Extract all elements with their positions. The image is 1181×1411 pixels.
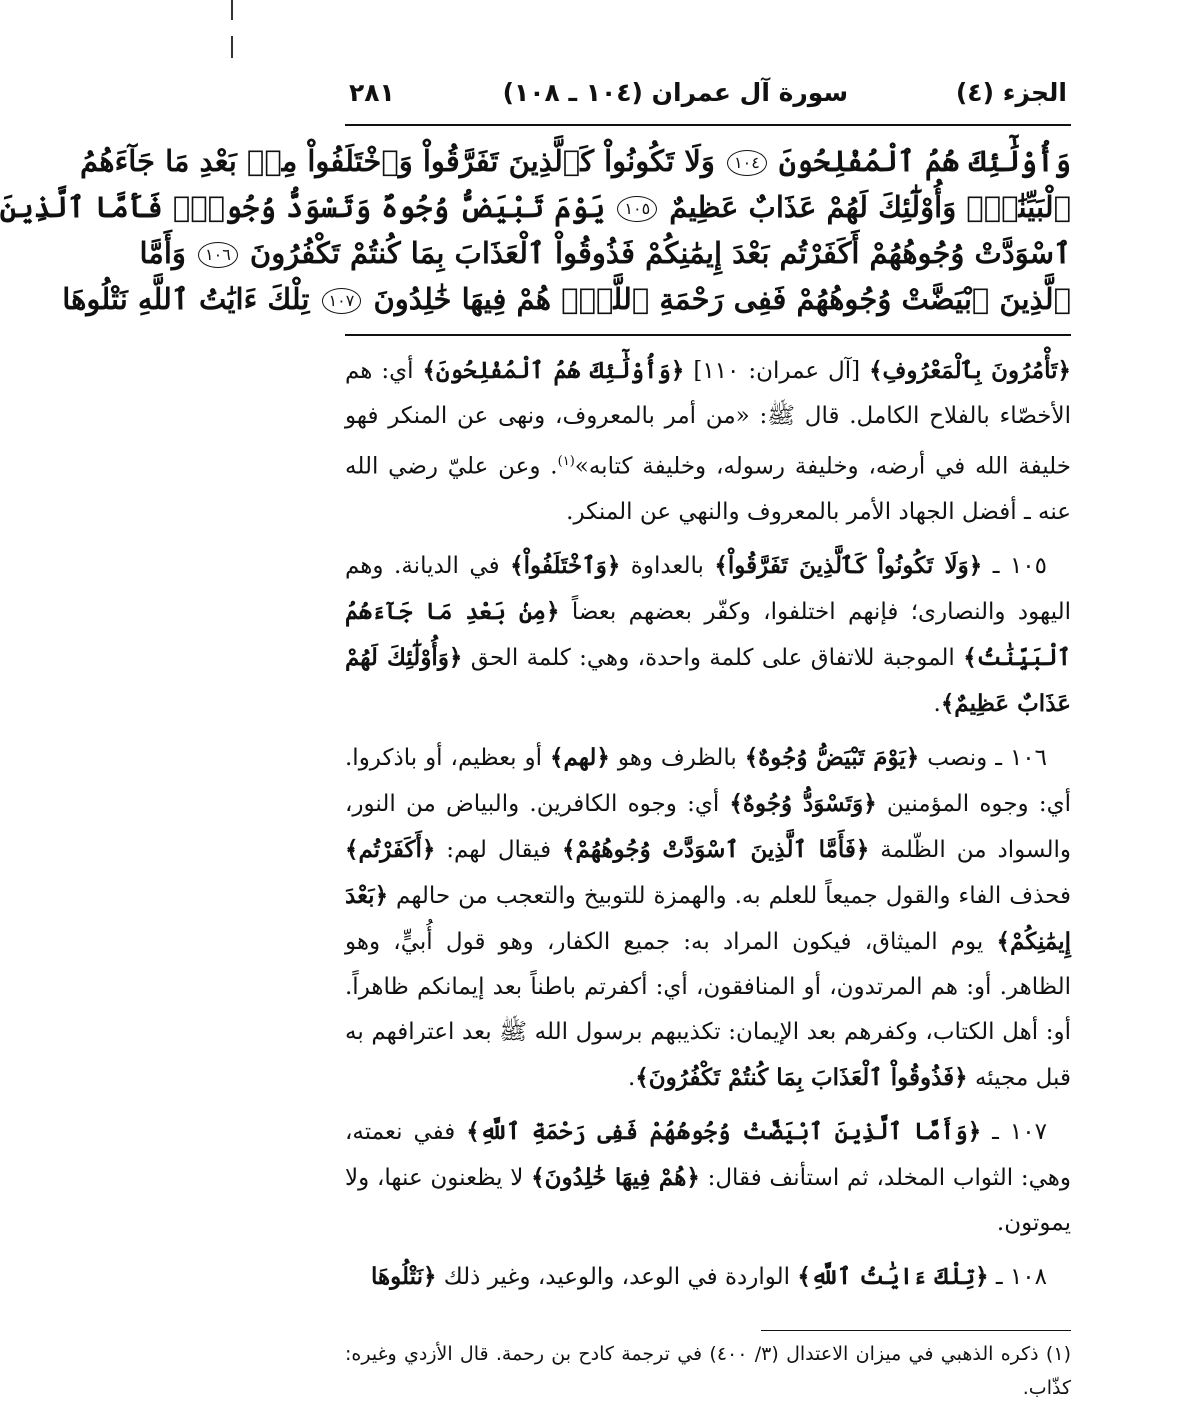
- tafsir-commentary: [345, 348, 1071, 1300]
- quran-quote: ﴿فَذُوقُواْ ٱلْعَذَابَ بِمَا كُنتُمْ تَكْفُرُونَ﴾: [635, 1063, 968, 1091]
- commentary-paragraph: [345, 1109, 1071, 1246]
- running-header: [345, 78, 1071, 126]
- commentary-text: يوم الميثاق، فيكون المراد به: جميع الكفار، وهو قول أُبيٍّ، وهو الظاهر. أو: هم المرتدون، أو المنافقون، أي: أكفرتم باطناً بعد إيمانكم ظاهراً. أو: أهل الكتاب، وكفرهم بعد الإيمان: تكذيبهم برسول الله ﷺ بعد اعترافهم به قبل مجيئه: [345, 928, 1071, 1091]
- quran-quote: ﴿تِلْكَ ءَايَٰتُ ٱللَّهِ﴾: [797, 1262, 989, 1290]
- commentary-text: . وعن عليّ رضي الله عنه ـ أفضل الجهاد الأمر بالمعروف والنهي عن المنكر.: [345, 453, 1071, 525]
- quran-quote: ﴿وَٱخْتَلَفُواْ﴾: [510, 551, 621, 579]
- verse-number: ١٠٥ ـ: [982, 552, 1047, 579]
- commentary-text: أو بعظيم، أو باذكروا. أي: وجوه المؤمنين: [345, 744, 1071, 817]
- quran-quote: ﴿لهم﴾: [550, 743, 610, 771]
- commentary-text: في الديانة. وهم اليهود والنصارى؛ فإنهم اختلفوا، وكفّر بعضهم بعضاً: [345, 552, 1071, 625]
- verse-text: وَأُوْلَٰٓئِكَ هُمُ ٱلْمُفْلِحُونَ: [778, 144, 1071, 178]
- commentary-text: ففي نعمته، وهي: الثواب المخلد، ثم استأنف فقال:: [345, 1118, 1072, 1191]
- footnote: (١) ذكره الذهبي في ميزان الاعتدال (٣/ ٤٠٠) في ترجمة كادح بن رحمة. قال الأزدي وغيره: كذّاب.: [345, 1342, 1071, 1399]
- quran-quote: ﴿وَأُوْلَٰٓئِكَ هُمُ ٱلْمُفْلِحُونَ﴾: [422, 357, 685, 384]
- verse-text: ٱلَّذِينَ ٱبْيَضَّتْ وُجُوهُهُمْ فَفِى رَحْمَةِ ٱللَّهِۖ هُمْ فِيهَا خَٰلِدُونَ: [373, 282, 1071, 316]
- quran-quote: ﴿مِنۢ بَعْدِ مَا جَآءَهُمُ ٱلْبَيِّنَٰتُ﴾: [345, 597, 1071, 671]
- page: [0, 78, 1072, 1405]
- footnote-ref: (١): [557, 454, 575, 469]
- commentary-text: الواردة في الوعد، والوعيد، وغير ذلك: [436, 1263, 798, 1290]
- quran-quote: ﴿نَتْلُوهَا: [371, 1262, 437, 1290]
- juz-label: الجزء (٤): [955, 78, 1067, 107]
- commentary-paragraph: [345, 1254, 1071, 1300]
- commentary-text: الموجبة للاتفاق على كلمة واحدة، وهي: كلمة الحق: [462, 644, 964, 671]
- commentary-text: لا يظعنون عنها، ولا يموتون.: [345, 1164, 1071, 1236]
- ayah-number-mark: ١٠٦: [198, 242, 238, 268]
- verse-line: [79, 138, 1071, 184]
- verse-number: ١٠٦ ـ ونصب: [919, 744, 1047, 771]
- quran-quote: ﴿بَعْدَ إِيمَٰنِكُمْ﴾: [345, 881, 1071, 955]
- quran-quote: ﴿فَأَمَّا ٱلَّذِينَ ٱسْوَدَّتْ وُجُوهُهُمْ﴾: [562, 835, 870, 863]
- margin-mark: [231, 36, 233, 58]
- verse-text: وَلَا تَكُونُواْ كَٱلَّذِينَ تَفَرَّقُواْ وَٱخْتَلَفُواْ مِنۢ بَعْدِ مَا جَآءَهُمُ: [79, 144, 715, 178]
- verse-number: ١٠٨ ـ: [988, 1263, 1047, 1290]
- ayah-number-mark: ١٠٧: [322, 288, 362, 314]
- verse-text: تِلْكَ ءَايَٰتُ ٱللَّهِ نَتْلُوهَا: [62, 282, 310, 316]
- surah-title: سورة آل عمران (١٠٤ ـ ١٠٨): [502, 78, 849, 107]
- commentary-text: بالظرف وهو: [609, 744, 745, 771]
- commentary-text: أي: وجوه الكافرين. والبياض من النور، والسواد من الظّلمة: [345, 790, 1072, 863]
- quran-verses-block: [0, 138, 1071, 336]
- quran-quote: ﴿أَكَفَرْتُم﴾: [345, 835, 436, 863]
- ayah-number-mark: ١٠٤: [727, 150, 767, 176]
- quran-quote: ﴿هُمْ فِيهَا خَٰلِدُونَ﴾: [531, 1163, 700, 1191]
- verse-line: [0, 184, 1071, 230]
- quran-quote: ﴿وَأُوْلَٰٓئِكَ لَهُمْ عَذَابٌ عَظِيمٌ﴾: [345, 643, 1071, 717]
- commentary-text: أي: هم الأخصّاء بالفلاح الكامل. قال ﷺ: «من أمر بالمعروف، ونهى عن المنكر فهو خليفة الله في أرضه، وخليفة رسوله، وخليفة كتابه»: [345, 358, 1071, 480]
- commentary-paragraph: [345, 543, 1071, 727]
- commentary-text: فحذف الفاء والقول جميعاً للعلم به. والهمزة للتوبيخ والتعجب من حالهم: [388, 882, 1071, 909]
- verse-text: يَوْمَ تَبْيَضُّ وُجُوهٌ وَتَسْوَدُّ وُجُوهٌۚ فَأَمَّا ٱلَّذِينَ: [0, 190, 606, 224]
- margin-mark: [231, 0, 233, 20]
- footnote-divider: [761, 1330, 1071, 1331]
- commentary-text: فيقال لهم:: [435, 836, 563, 863]
- commentary-text: .: [933, 690, 941, 717]
- commentary-paragraph: [345, 735, 1071, 1101]
- verse-number: ١٠٧ ـ: [981, 1118, 1047, 1145]
- quran-quote: ﴿تَأْمُرُونَ بِٱلْمَعْرُوفِ﴾: [869, 357, 1072, 384]
- quran-quote: ﴿وَتَسْوَدُّ وُجُوهٌ﴾: [729, 789, 877, 817]
- commentary-paragraph: [345, 348, 1071, 535]
- commentary-text: بالعداوة: [620, 552, 715, 579]
- verse-text: ٱلْبَيِّنَٰتُۚ وَأُوْلَٰٓئِكَ لَهُمْ عَذَابٌ عَظِيمٌ: [669, 190, 1071, 224]
- verse-text: وَأَمَّا: [139, 236, 186, 270]
- quran-quote: ﴿وَلَا تَكُونُواْ كَٱلَّذِينَ تَفَرَّقُواْ﴾: [714, 551, 983, 579]
- commentary-text: [آل عمران: ١١٠]: [684, 358, 870, 384]
- verse-line: [139, 230, 1071, 276]
- ayah-number-mark: ١٠٥: [617, 196, 657, 222]
- page-number: ٢٨١: [349, 78, 395, 107]
- verse-text: ٱسْوَدَّتْ وُجُوهُهُمْ أَكَفَرْتُم بَعْدَ إِيمَٰنِكُمْ فَذُوقُواْ ٱلْعَذَابَ بِمَا كُنتُمْ تَكْفُرُونَ: [249, 236, 1071, 270]
- commentary-text: .: [627, 1064, 636, 1091]
- quran-quote: ﴿وَأَمَّا ٱلَّذِينَ ٱبْيَضَّتْ وُجُوهُهُمْ فَفِى رَحْمَةِ ٱللَّهِ﴾: [466, 1117, 982, 1145]
- verse-line: [62, 276, 1071, 322]
- quran-quote: ﴿يَوْمَ تَبْيَضُّ وُجُوهٌ﴾: [744, 743, 920, 771]
